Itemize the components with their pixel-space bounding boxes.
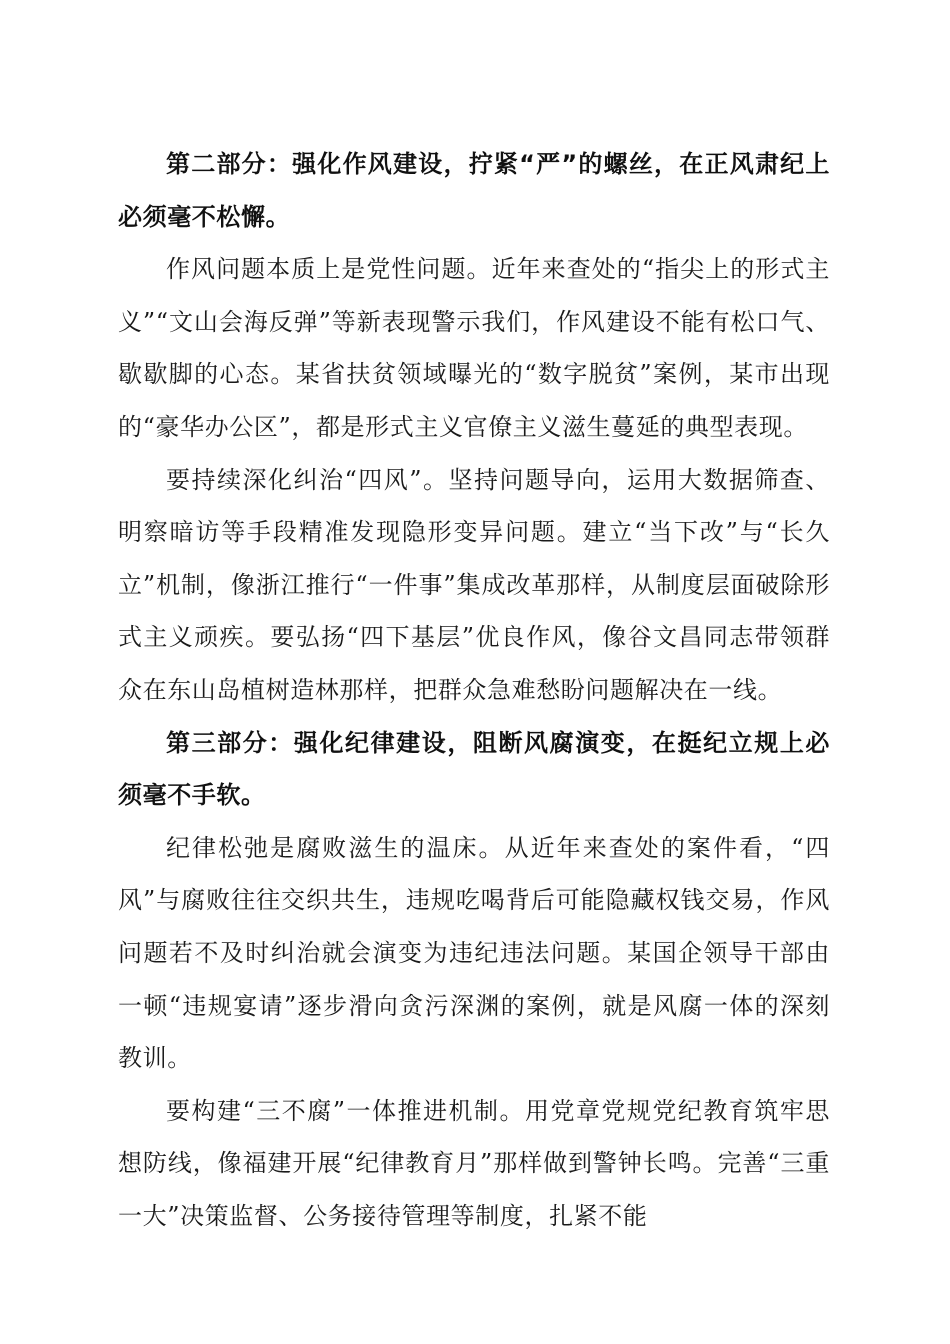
section-heading-part-two: 第二部分：强化作风建设，拧紧“严”的螺丝，在正风肃纪上必须毫不松懈。 [118, 150, 830, 231]
body-paragraph: 纪律松弛是腐败滋生的温床。从近年来查处的案件看，“四风”与腐败往往交织共生，违规吃喝背后可能隐藏权钱交易，作风问题若不及时纠治就会演变为违纪违法问题。某国企领导干部由一顿“违规宴请”逐步滑向贪污深渊的案例，就是风腐一体的深刻教训。 [118, 833, 830, 1073]
body-paragraph: 作风问题本质上是党性问题。近年来查处的“指尖上的形式主义”“文山会海反弹”等新表现警示我们，作风建设不能有松口气、歇歇脚的心态。某省扶贫领域曝光的“数字脱贫”案例，某市出现的“豪华办公区”，都是形式主义官僚主义滋生蔓延的典型表现。 [118, 255, 830, 441]
body-paragraph: 要构建“三不腐”一体推进机制。用党章党规党纪教育筑牢思想防线，像福建开展“纪律教育月”那样做到警钟长鸣。完善“三重一大”决策监督、公务接待管理等制度，扎紧不能 [118, 1096, 830, 1230]
section-heading-part-three: 第三部分：强化纪律建设，阻断风腐演变，在挺纪立规上必须毫不手软。 [118, 728, 830, 810]
body-paragraph: 要持续深化纠治“四风”。坚持问题导向，运用大数据筛查、明察暗访等手段精准发现隐形变异问题。建立“当下改”与“长久立”机制，像浙江推行“一件事”集成改革那样，从制度层面破除形式主义顽疾。要弘扬“四下基层”优良作风，像谷文昌同志带领群众在东山岛植树造林那样，把群众急难愁盼问题解决在一线。 [118, 465, 830, 704]
document-body [118, 138, 830, 1242]
